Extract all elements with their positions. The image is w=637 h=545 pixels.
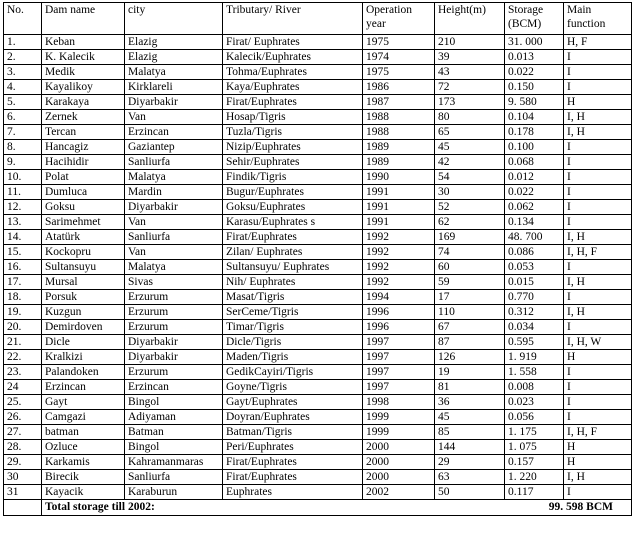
cell-height: 110 bbox=[435, 305, 505, 320]
cell-main-function: I bbox=[564, 50, 632, 65]
cell-tributary-river: Karasu/Euphrates s bbox=[223, 215, 363, 230]
cell-main-function: I bbox=[564, 395, 632, 410]
table-row bbox=[4, 65, 632, 80]
cell-no: 1. bbox=[4, 35, 42, 50]
table-row bbox=[4, 350, 632, 365]
cell-no: 11. bbox=[4, 185, 42, 200]
header-row bbox=[4, 3, 632, 35]
cell-operation-year: 1989 bbox=[363, 140, 435, 155]
table-row bbox=[4, 215, 632, 230]
cell-operation-year: 2000 bbox=[363, 440, 435, 455]
cell-main-function: I bbox=[564, 170, 632, 185]
table-row bbox=[4, 365, 632, 380]
cell-city: Elazig bbox=[125, 50, 223, 65]
cell-city: Erzurum bbox=[125, 365, 223, 380]
cell-main-function: I bbox=[564, 260, 632, 275]
cell-tributary-river: GedikCayiri/Tigris bbox=[223, 365, 363, 380]
cell-tributary-river: Gayt/Euphrates bbox=[223, 395, 363, 410]
cell-dam-name: Karkamis bbox=[42, 455, 125, 470]
cell-no: 27. bbox=[4, 425, 42, 440]
table-row bbox=[4, 155, 632, 170]
cell-dam-name: Porsuk bbox=[42, 290, 125, 305]
cell-dam-name: Polat bbox=[42, 170, 125, 185]
total-value: 99. 598 BCM bbox=[435, 500, 632, 516]
cell-height: 52 bbox=[435, 200, 505, 215]
table-row bbox=[4, 35, 632, 50]
cell-height: 45 bbox=[435, 410, 505, 425]
table-row bbox=[4, 200, 632, 215]
cell-tributary-river: Firat/Euphrates bbox=[223, 95, 363, 110]
cell-city: Erzurum bbox=[125, 290, 223, 305]
cell-tributary-river: Firat/Euphrates bbox=[223, 455, 363, 470]
cell-main-function: H bbox=[564, 95, 632, 110]
cell-dam-name: Kuzgun bbox=[42, 305, 125, 320]
cell-main-function: I bbox=[564, 485, 632, 500]
cell-tributary-river: Findik/Tigris bbox=[223, 170, 363, 185]
cell-storage: 0.022 bbox=[505, 185, 564, 200]
cell-operation-year: 1988 bbox=[363, 125, 435, 140]
cell-city: Kahramanmaras bbox=[125, 455, 223, 470]
cell-city: Diyarbakir bbox=[125, 335, 223, 350]
cell-main-function: I bbox=[564, 215, 632, 230]
cell-main-function: I bbox=[564, 200, 632, 215]
cell-height: 29 bbox=[435, 455, 505, 470]
cell-storage: 0.134 bbox=[505, 215, 564, 230]
cell-height: 19 bbox=[435, 365, 505, 380]
cell-tributary-river: Hosap/Tigris bbox=[223, 110, 363, 125]
cell-city: Malatya bbox=[125, 170, 223, 185]
table-row bbox=[4, 95, 632, 110]
cell-height: 87 bbox=[435, 335, 505, 350]
cell-tributary-river: Zilan/ Euphrates bbox=[223, 245, 363, 260]
cell-tributary-river: Maden/Tigris bbox=[223, 350, 363, 365]
cell-operation-year: 1991 bbox=[363, 215, 435, 230]
cell-height: 65 bbox=[435, 125, 505, 140]
cell-operation-year: 1990 bbox=[363, 170, 435, 185]
total-spacer-cell bbox=[4, 500, 42, 516]
cell-no: 12. bbox=[4, 200, 42, 215]
cell-no: 17. bbox=[4, 275, 42, 290]
table-row bbox=[4, 140, 632, 155]
dam-table bbox=[3, 2, 632, 516]
header-tributary-river: Tributary/ River bbox=[223, 3, 363, 35]
cell-dam-name: Sultansuyu bbox=[42, 260, 125, 275]
cell-no: 22. bbox=[4, 350, 42, 365]
cell-no: 28. bbox=[4, 440, 42, 455]
cell-city: Malatya bbox=[125, 260, 223, 275]
cell-operation-year: 1997 bbox=[363, 365, 435, 380]
table-row bbox=[4, 380, 632, 395]
cell-dam-name: Dumluca bbox=[42, 185, 125, 200]
cell-main-function: I bbox=[564, 365, 632, 380]
cell-storage: 1. 919 bbox=[505, 350, 564, 365]
cell-city: Batman bbox=[125, 425, 223, 440]
cell-operation-year: 1994 bbox=[363, 290, 435, 305]
cell-no: 13. bbox=[4, 215, 42, 230]
cell-operation-year: 1986 bbox=[363, 80, 435, 95]
cell-no: 9. bbox=[4, 155, 42, 170]
cell-tributary-river: Timar/Tigris bbox=[223, 320, 363, 335]
cell-dam-name: Kayalikoy bbox=[42, 80, 125, 95]
cell-dam-name: Mursal bbox=[42, 275, 125, 290]
cell-dam-name: Ozluce bbox=[42, 440, 125, 455]
cell-storage: 0.015 bbox=[505, 275, 564, 290]
cell-tributary-river: Sultansuyu/ Euphrates bbox=[223, 260, 363, 275]
cell-operation-year: 1992 bbox=[363, 245, 435, 260]
cell-tributary-river: Goyne/Tigris bbox=[223, 380, 363, 395]
cell-dam-name: Gayt bbox=[42, 395, 125, 410]
total-label: Total storage till 2002: bbox=[42, 500, 435, 516]
cell-city: Gaziantep bbox=[125, 140, 223, 155]
cell-operation-year: 1992 bbox=[363, 230, 435, 245]
header-storage: Storage (BCM) bbox=[505, 3, 564, 35]
cell-dam-name: Sarimehmet bbox=[42, 215, 125, 230]
cell-main-function: H bbox=[564, 455, 632, 470]
table-row bbox=[4, 425, 632, 440]
cell-dam-name: Birecik bbox=[42, 470, 125, 485]
cell-storage: 0.104 bbox=[505, 110, 564, 125]
cell-city: Erzincan bbox=[125, 125, 223, 140]
cell-no: 8. bbox=[4, 140, 42, 155]
cell-no: 4. bbox=[4, 80, 42, 95]
table-row bbox=[4, 230, 632, 245]
cell-operation-year: 1992 bbox=[363, 260, 435, 275]
cell-main-function: H, F bbox=[564, 35, 632, 50]
cell-main-function: H bbox=[564, 440, 632, 455]
cell-tributary-river: Tohma/Euphrates bbox=[223, 65, 363, 80]
cell-no: 16. bbox=[4, 260, 42, 275]
cell-storage: 0.056 bbox=[505, 410, 564, 425]
cell-city: Sanliurfa bbox=[125, 230, 223, 245]
table-row bbox=[4, 440, 632, 455]
cell-height: 126 bbox=[435, 350, 505, 365]
cell-main-function: I bbox=[564, 410, 632, 425]
table-row bbox=[4, 185, 632, 200]
cell-city: Adiyaman bbox=[125, 410, 223, 425]
cell-no: 10. bbox=[4, 170, 42, 185]
table-row bbox=[4, 335, 632, 350]
cell-operation-year: 1998 bbox=[363, 395, 435, 410]
table-row bbox=[4, 50, 632, 65]
cell-storage: 0.034 bbox=[505, 320, 564, 335]
cell-city: Diyarbakir bbox=[125, 95, 223, 110]
cell-tributary-river: Batman/Tigris bbox=[223, 425, 363, 440]
cell-dam-name: Camgazi bbox=[42, 410, 125, 425]
cell-height: 67 bbox=[435, 320, 505, 335]
cell-city: Mardin bbox=[125, 185, 223, 200]
cell-height: 85 bbox=[435, 425, 505, 440]
cell-city: Erzurum bbox=[125, 320, 223, 335]
cell-dam-name: Erzincan bbox=[42, 380, 125, 395]
cell-operation-year: 2002 bbox=[363, 485, 435, 500]
cell-storage: 0.008 bbox=[505, 380, 564, 395]
cell-tributary-river: Peri/Euphrates bbox=[223, 440, 363, 455]
cell-city: Van bbox=[125, 245, 223, 260]
cell-dam-name: Kockopru bbox=[42, 245, 125, 260]
cell-no: 2. bbox=[4, 50, 42, 65]
cell-tributary-river: Firat/Euphrates bbox=[223, 230, 363, 245]
cell-storage: 0.117 bbox=[505, 485, 564, 500]
cell-main-function: H bbox=[564, 350, 632, 365]
cell-no: 30 bbox=[4, 470, 42, 485]
cell-height: 17 bbox=[435, 290, 505, 305]
cell-tributary-river: Dicle/Tigris bbox=[223, 335, 363, 350]
cell-storage: 0.086 bbox=[505, 245, 564, 260]
cell-dam-name: Tercan bbox=[42, 125, 125, 140]
cell-no: 29. bbox=[4, 455, 42, 470]
header-no: No. bbox=[4, 3, 42, 35]
cell-height: 210 bbox=[435, 35, 505, 50]
cell-height: 60 bbox=[435, 260, 505, 275]
cell-operation-year: 1975 bbox=[363, 65, 435, 80]
cell-city: Kirklareli bbox=[125, 80, 223, 95]
cell-dam-name: Keban bbox=[42, 35, 125, 50]
table-row bbox=[4, 80, 632, 95]
cell-dam-name: Kayacik bbox=[42, 485, 125, 500]
cell-tributary-river: Kalecik/Euphrates bbox=[223, 50, 363, 65]
cell-height: 74 bbox=[435, 245, 505, 260]
cell-storage: 0.013 bbox=[505, 50, 564, 65]
cell-height: 45 bbox=[435, 140, 505, 155]
cell-operation-year: 1975 bbox=[363, 35, 435, 50]
cell-tributary-river: Kaya/Euphrates bbox=[223, 80, 363, 95]
cell-tributary-river: Bugur/Euphrates bbox=[223, 185, 363, 200]
cell-storage: 0.178 bbox=[505, 125, 564, 140]
table-row bbox=[4, 110, 632, 125]
cell-main-function: I bbox=[564, 380, 632, 395]
cell-main-function: I, H, W bbox=[564, 335, 632, 350]
cell-storage: 0.023 bbox=[505, 395, 564, 410]
table-body bbox=[4, 35, 632, 500]
cell-height: 81 bbox=[435, 380, 505, 395]
cell-operation-year: 2000 bbox=[363, 455, 435, 470]
cell-height: 63 bbox=[435, 470, 505, 485]
cell-height: 62 bbox=[435, 215, 505, 230]
cell-tributary-river: Sehir/Euphrates bbox=[223, 155, 363, 170]
document-page bbox=[3, 2, 632, 516]
header-operation-year: Operation year bbox=[363, 3, 435, 35]
cell-main-function: I, H bbox=[564, 305, 632, 320]
cell-city: Karaburun bbox=[125, 485, 223, 500]
cell-operation-year: 1989 bbox=[363, 155, 435, 170]
cell-no: 6. bbox=[4, 110, 42, 125]
cell-storage: 0.100 bbox=[505, 140, 564, 155]
cell-main-function: I bbox=[564, 140, 632, 155]
cell-height: 144 bbox=[435, 440, 505, 455]
table-row bbox=[4, 455, 632, 470]
cell-city: Malatya bbox=[125, 65, 223, 80]
cell-tributary-river: Tuzla/Tigris bbox=[223, 125, 363, 140]
cell-dam-name: Palandoken bbox=[42, 365, 125, 380]
cell-no: 24 bbox=[4, 380, 42, 395]
cell-main-function: I bbox=[564, 320, 632, 335]
cell-tributary-river: SerCeme/Tigris bbox=[223, 305, 363, 320]
cell-storage: 48. 700 bbox=[505, 230, 564, 245]
cell-storage: 0.012 bbox=[505, 170, 564, 185]
table-row bbox=[4, 320, 632, 335]
cell-no: 18. bbox=[4, 290, 42, 305]
cell-city: Van bbox=[125, 110, 223, 125]
cell-no: 19. bbox=[4, 305, 42, 320]
header-height: Height(m) bbox=[435, 3, 505, 35]
cell-storage: 1. 558 bbox=[505, 365, 564, 380]
cell-main-function: I, H bbox=[564, 125, 632, 140]
cell-operation-year: 1992 bbox=[363, 275, 435, 290]
cell-city: Sivas bbox=[125, 275, 223, 290]
header-main-function: Main function bbox=[564, 3, 632, 35]
cell-storage: 0.312 bbox=[505, 305, 564, 320]
cell-city: Bingol bbox=[125, 395, 223, 410]
cell-no: 25. bbox=[4, 395, 42, 410]
cell-storage: 1. 220 bbox=[505, 470, 564, 485]
cell-tributary-river: Doyran/Euphrates bbox=[223, 410, 363, 425]
cell-storage: 0.157 bbox=[505, 455, 564, 470]
cell-operation-year: 2000 bbox=[363, 470, 435, 485]
cell-operation-year: 1996 bbox=[363, 305, 435, 320]
cell-operation-year: 1991 bbox=[363, 185, 435, 200]
table-row bbox=[4, 260, 632, 275]
cell-height: 36 bbox=[435, 395, 505, 410]
cell-storage: 0.022 bbox=[505, 65, 564, 80]
table-row bbox=[4, 275, 632, 290]
table-row bbox=[4, 305, 632, 320]
table-row bbox=[4, 245, 632, 260]
cell-tributary-river: Nizip/Euphrates bbox=[223, 140, 363, 155]
cell-operation-year: 1997 bbox=[363, 350, 435, 365]
total-row bbox=[4, 500, 632, 516]
cell-no: 31 bbox=[4, 485, 42, 500]
cell-operation-year: 1988 bbox=[363, 110, 435, 125]
cell-main-function: I, H, F bbox=[564, 425, 632, 440]
cell-main-function: I bbox=[564, 290, 632, 305]
cell-dam-name: K. Kalecik bbox=[42, 50, 125, 65]
cell-dam-name: Dicle bbox=[42, 335, 125, 350]
cell-city: Diyarbakir bbox=[125, 200, 223, 215]
cell-city: Sanliurfa bbox=[125, 155, 223, 170]
cell-main-function: I, H, F bbox=[564, 245, 632, 260]
header-city: city bbox=[125, 3, 223, 35]
cell-tributary-river: Euphrates bbox=[223, 485, 363, 500]
cell-city: Diyarbakir bbox=[125, 350, 223, 365]
cell-no: 14. bbox=[4, 230, 42, 245]
cell-tributary-river: Firat/Euphrates bbox=[223, 470, 363, 485]
cell-height: 43 bbox=[435, 65, 505, 80]
cell-tributary-river: Firat/ Euphrates bbox=[223, 35, 363, 50]
cell-tributary-river: Goksu/Euphrates bbox=[223, 200, 363, 215]
cell-tributary-river: Nih/ Euphrates bbox=[223, 275, 363, 290]
cell-dam-name: Demirdoven bbox=[42, 320, 125, 335]
table-row bbox=[4, 170, 632, 185]
header-dam-name: Dam name bbox=[42, 3, 125, 35]
cell-operation-year: 1999 bbox=[363, 410, 435, 425]
cell-main-function: I bbox=[564, 65, 632, 80]
cell-storage: 0.770 bbox=[505, 290, 564, 305]
cell-storage: 0.068 bbox=[505, 155, 564, 170]
cell-height: 169 bbox=[435, 230, 505, 245]
cell-city: Elazig bbox=[125, 35, 223, 50]
cell-dam-name: Zernek bbox=[42, 110, 125, 125]
table-row bbox=[4, 410, 632, 425]
cell-main-function: I bbox=[564, 80, 632, 95]
cell-no: 23. bbox=[4, 365, 42, 380]
cell-dam-name: batman bbox=[42, 425, 125, 440]
cell-city: Erzurum bbox=[125, 305, 223, 320]
cell-city: Sanliurfa bbox=[125, 470, 223, 485]
cell-city: Van bbox=[125, 215, 223, 230]
cell-storage: 9. 580 bbox=[505, 95, 564, 110]
cell-main-function: I bbox=[564, 185, 632, 200]
cell-storage: 0.150 bbox=[505, 80, 564, 95]
cell-storage: 1. 175 bbox=[505, 425, 564, 440]
cell-height: 50 bbox=[435, 485, 505, 500]
cell-storage: 31. 000 bbox=[505, 35, 564, 50]
cell-storage: 1. 075 bbox=[505, 440, 564, 455]
table-row bbox=[4, 395, 632, 410]
cell-dam-name: Goksu bbox=[42, 200, 125, 215]
cell-dam-name: Karakaya bbox=[42, 95, 125, 110]
cell-operation-year: 1974 bbox=[363, 50, 435, 65]
cell-city: Bingol bbox=[125, 440, 223, 455]
cell-height: 42 bbox=[435, 155, 505, 170]
cell-no: 21. bbox=[4, 335, 42, 350]
cell-operation-year: 1987 bbox=[363, 95, 435, 110]
cell-no: 15. bbox=[4, 245, 42, 260]
cell-city: Erzincan bbox=[125, 380, 223, 395]
cell-height: 72 bbox=[435, 80, 505, 95]
cell-dam-name: Atatürk bbox=[42, 230, 125, 245]
cell-main-function: I, H bbox=[564, 230, 632, 245]
cell-height: 39 bbox=[435, 50, 505, 65]
cell-operation-year: 1997 bbox=[363, 380, 435, 395]
cell-no: 7. bbox=[4, 125, 42, 140]
cell-dam-name: Hancagiz bbox=[42, 140, 125, 155]
cell-height: 30 bbox=[435, 185, 505, 200]
cell-no: 3. bbox=[4, 65, 42, 80]
cell-no: 26. bbox=[4, 410, 42, 425]
cell-main-function: I, H bbox=[564, 470, 632, 485]
cell-height: 80 bbox=[435, 110, 505, 125]
table-row bbox=[4, 125, 632, 140]
cell-no: 20. bbox=[4, 320, 42, 335]
cell-dam-name: Hacihidir bbox=[42, 155, 125, 170]
cell-operation-year: 1997 bbox=[363, 335, 435, 350]
cell-main-function: I, H bbox=[564, 275, 632, 290]
table-row bbox=[4, 290, 632, 305]
table-row bbox=[4, 485, 632, 500]
cell-storage: 0.062 bbox=[505, 200, 564, 215]
cell-operation-year: 1991 bbox=[363, 200, 435, 215]
cell-dam-name: Kralkizi bbox=[42, 350, 125, 365]
cell-height: 173 bbox=[435, 95, 505, 110]
cell-main-function: I bbox=[564, 155, 632, 170]
table-row bbox=[4, 470, 632, 485]
cell-height: 59 bbox=[435, 275, 505, 290]
cell-operation-year: 1996 bbox=[363, 320, 435, 335]
cell-tributary-river: Masat/Tigris bbox=[223, 290, 363, 305]
cell-main-function: I, H bbox=[564, 110, 632, 125]
cell-no: 5. bbox=[4, 95, 42, 110]
cell-storage: 0.595 bbox=[505, 335, 564, 350]
cell-height: 54 bbox=[435, 170, 505, 185]
cell-storage: 0.053 bbox=[505, 260, 564, 275]
cell-operation-year: 1999 bbox=[363, 425, 435, 440]
cell-dam-name: Medik bbox=[42, 65, 125, 80]
